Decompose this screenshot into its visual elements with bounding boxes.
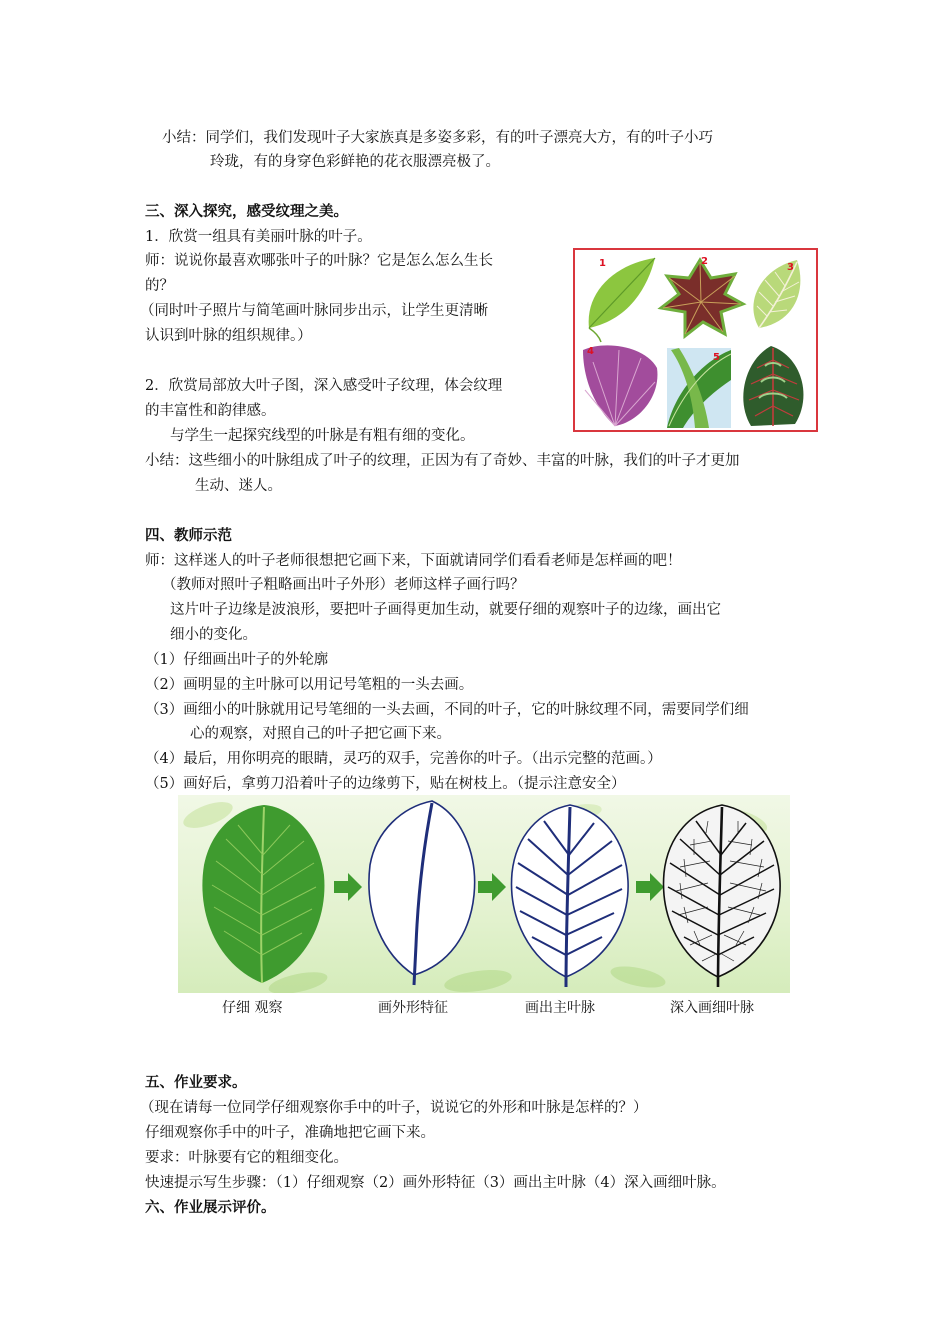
- step-caption: 仔细 观察: [222, 1000, 283, 1016]
- paragraph: 快速提示写生步骤：（1）仔细观察（2）画外形特征（3）画出主叶脉（4）深入画细叶脉。: [145, 1175, 726, 1191]
- step-item: （5）画好后，拿剪刀沿着叶子的边缘剪下，贴在树枝上。（提示注意安全）: [145, 776, 626, 792]
- leaf-gallery-svg: [575, 250, 816, 430]
- paragraph: 1．欣赏一组具有美丽叶脉的叶子。: [145, 229, 372, 245]
- gallery-label-2: 2: [701, 256, 708, 267]
- paragraph: 要求：叶脉要有它的粗细变化。: [145, 1150, 348, 1166]
- paragraph: 这片叶子边缘是波浪形，要把叶子画得更加生动，就要仔细的观察叶子的边缘，画出它: [170, 602, 721, 618]
- step-item: （1）仔细画出叶子的外轮廓: [145, 652, 329, 668]
- gallery-label-5: 5: [713, 352, 720, 363]
- step-item: （4）最后，用你明亮的眼睛，灵巧的双手，完善你的叶子。（出示完整的范画。）: [145, 751, 662, 767]
- leaf-gallery-image: [573, 248, 818, 432]
- leaf-photo-4: [583, 345, 657, 426]
- arrow-icon: [636, 873, 664, 901]
- step-item: 心的观察，对照自己的叶子把它画下来。: [190, 726, 451, 742]
- leaf-photo-6: [743, 346, 803, 426]
- paragraph: 的？: [145, 278, 174, 294]
- paragraph: 的丰富性和韵律感。: [145, 403, 276, 419]
- step-caption: 画外形特征: [378, 1000, 448, 1016]
- leaf-photo-5: [667, 348, 731, 428]
- paragraph: （教师对照叶子粗略画出叶子外形）老师这样子画行吗？: [162, 577, 525, 593]
- summary-text: 小结：同学们，我们发现叶子大家族真是多姿多彩，有的叶子漂亮大方，有的叶子小巧: [162, 130, 713, 146]
- step-item: （2）画明显的主叶脉可以用记号笔粗的一头去画。: [145, 677, 474, 693]
- arrow-icon: [478, 873, 506, 901]
- paragraph: 2．欣赏局部放大叶子图，深入感受叶子纹理，体会纹理: [145, 378, 503, 394]
- summary-text: 玲珑，有的身穿色彩鲜艳的花衣服漂亮极了。: [210, 154, 500, 170]
- section-heading: 六、作业展示评价。: [145, 1199, 276, 1216]
- paragraph: 仔细观察你手中的叶子，准确地把它画下来。: [145, 1125, 435, 1141]
- gallery-label-1: 1: [599, 258, 606, 269]
- paragraph: 师：这样迷人的叶子老师很想把它画下来，下面就请同学们看看老师是怎样画的吧！: [145, 553, 682, 569]
- paragraph: 生动、迷人。: [195, 478, 282, 494]
- step-caption: 深入画细叶脉: [670, 1000, 754, 1016]
- drawing-steps-svg: [178, 795, 790, 993]
- main-vein-leaf: [512, 805, 629, 987]
- outline-leaf: [369, 801, 475, 985]
- section-heading: 四、教师示范: [145, 527, 232, 544]
- green-leaf: [202, 805, 324, 983]
- drawing-steps-image: [178, 795, 790, 993]
- leaf-photo-2: [661, 260, 743, 336]
- step-caption: 画出主叶脉: [525, 1000, 595, 1016]
- section-heading: 五、作业要求。: [145, 1074, 247, 1091]
- paragraph: （现在请每一位同学仔细观察你手中的叶子，说说它的外形和叶脉是怎样的？）: [140, 1100, 648, 1116]
- paragraph: 师：说说你最喜欢哪张叶子的叶脉？它是怎么怎么生长: [145, 253, 493, 269]
- paragraph: 细小的变化。: [170, 627, 257, 643]
- arrow-icon: [334, 873, 362, 901]
- paragraph: 认识到叶脉的组织规律。）: [145, 328, 312, 344]
- gallery-label-4: 4: [587, 346, 594, 357]
- step-item: （3）画细小的叶脉就用记号笔细的一头去画，不同的叶子，它的叶脉纹理不同，需要同学们细: [145, 702, 749, 718]
- section-heading: 三、深入探究，感受纹理之美。: [145, 203, 348, 220]
- paragraph: （同时叶子照片与简笔画叶脉同步出示，让学生更清晰: [140, 303, 488, 319]
- paragraph: 小结：这些细小的叶脉组成了叶子的纹理，正因为有了奇妙、丰富的叶脉，我们的叶子才更加: [145, 453, 740, 469]
- leaf-photo-1: [589, 258, 655, 342]
- fine-vein-leaf: [664, 805, 781, 987]
- paragraph: 与学生一起探究线型的叶脉是有粗有细的变化。: [170, 428, 475, 444]
- gallery-label-3: 3: [787, 262, 794, 273]
